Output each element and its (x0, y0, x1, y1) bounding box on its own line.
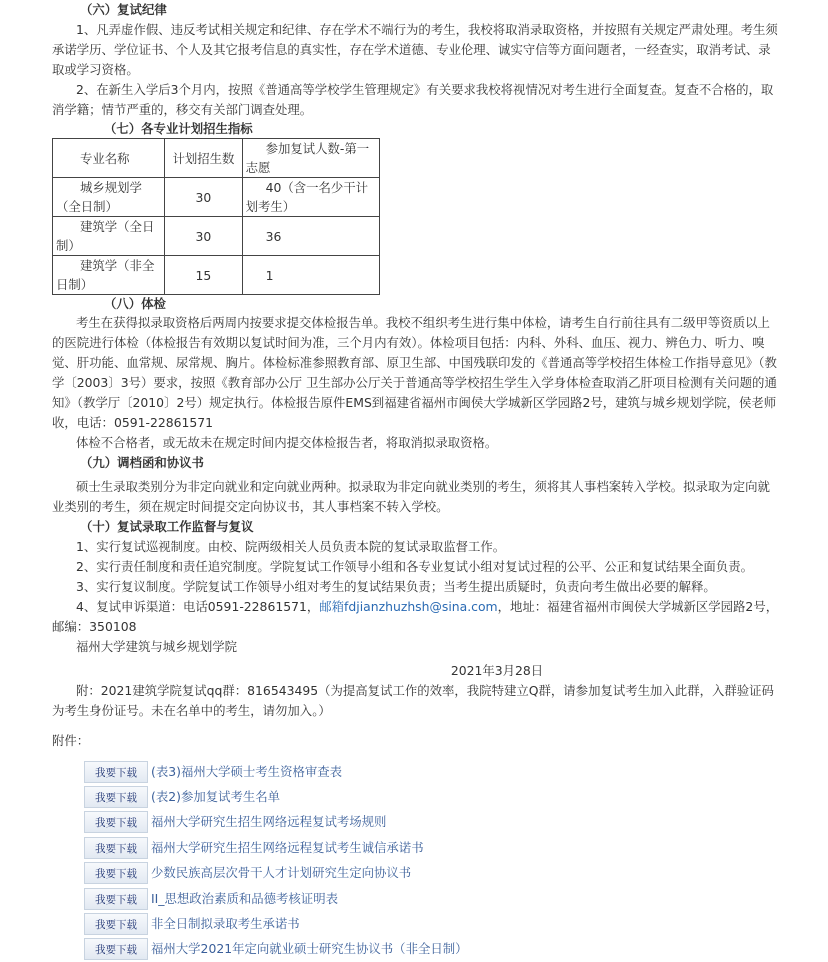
cell-plan: 30 (165, 178, 242, 217)
download-button[interactable]: 我要下载 (84, 888, 148, 910)
attachments-title: 附件： (52, 733, 90, 748)
cell-retest-count: 40（含一名少干计划考生） (242, 178, 379, 217)
cell-major: 城乡规划学（全日制） (53, 178, 165, 217)
table-row (53, 217, 380, 256)
section-6-paragraph-2: 2、在新生入学后3个月内，按照《普通高等学校学生管理规定》有关要求我校将视情况对考生进行全面复查。复查不合格的，取消学籍；情节严重的，移交有关部门调查处理。 (52, 82, 774, 117)
appeal-phone-text: 4、复试申诉渠道：电话0591-22861571， (76, 599, 320, 614)
attachment-link[interactable]: 非全日制拟录取考生承诺书 (151, 916, 300, 932)
section-10-heading: （十）复试录取工作监督与复议 (80, 519, 254, 534)
table-row (53, 256, 380, 295)
section-9-paragraph: 硕士生录取类别分为非定向就业和定向就业两种。拟录取为非定向就业类别的考生，须将其人事档案转入学校。拟录取为定向就业类别的考生，须在规定时间提交定向协议书，其人事档案不转入学校。 (52, 479, 770, 514)
qq-group-note: 附：2021建筑学院复试qq群：816543495（为提高复试工作的效率，我院特建立Q群，请参加复试考生加入此群，入群验证码为考生身份证号。未在名单中的考生，请勿加入。） (52, 683, 774, 718)
attachment-item (84, 810, 782, 835)
attachment-item (84, 759, 782, 784)
attachment-link[interactable]: II_思想政治素质和品德考核证明表 (151, 890, 338, 906)
download-button[interactable]: 我要下载 (84, 862, 148, 884)
cell-major: 建筑学（非全日制） (53, 256, 165, 295)
download-button[interactable]: 我要下载 (84, 786, 148, 808)
section-10-item-1: 1、实行复试巡视制度。由校、院两级相关人员负责本院的复试录取监督工作。 (76, 539, 506, 554)
attachment-item (84, 784, 782, 809)
cell-plan: 30 (165, 217, 242, 256)
section-8-paragraph-1: 考生在获得拟录取资格后两周内按要求提交体检报告单。我校不组织考生进行集中体检，请考生自行前往具有二级甲等资质以上的医院进行体检（体检报告有效期以复试时间为准，三个月内有效）。体检项目包括：内科、外科、血压、视力、辨色力、听力、嗅觉、肝功能、血常规、尿常规、胸片。体检标准参照教育部、原卫生部、中国残联印发的《普通高等学校招生体检工作指导意见》（教学〔2003〕3号）要求，按照《教育部办公厅 卫生部办公厅关于普通高等学校招生学生入学身体检查取消乙肝项目检测有关问题的通知》（教学厅〔2010〕2号）规定执行。体检报告原件EMS到福建省福州市闽侯大学城新区学园路2号，建筑与城乡规划学院，侯老师收，电话：0591-22861571 (52, 315, 777, 430)
attachment-item (84, 886, 782, 911)
section-8-paragraph-2: 体检不合格者，或无故未在规定时间内提交体检报告者，将取消拟录取资格。 (76, 435, 498, 450)
signature-org: 福州大学建筑与城乡规划学院 (76, 639, 238, 654)
appeal-email-link[interactable]: 邮箱fdjianzhuzhsh@sina.com (319, 599, 498, 614)
section-8-heading: （八）体检 (104, 296, 166, 311)
attachment-link[interactable]: 福州大学2021年定向就业硕士研究生协议书（非全日制） (151, 941, 468, 957)
cell-retest-count: 1 (242, 256, 379, 295)
attachment-item (84, 937, 782, 962)
header-major: 专业名称 (53, 139, 165, 178)
table-row (53, 178, 380, 217)
enrollment-plan-table (52, 138, 380, 295)
attachment-item (84, 911, 782, 936)
header-plan: 计划招生数 (165, 139, 242, 178)
download-button[interactable]: 我要下载 (84, 837, 148, 859)
cell-plan: 15 (165, 256, 242, 295)
attachment-link[interactable]: 福州大学研究生招生网络远程复试考场规则 (151, 814, 387, 830)
attachment-item (84, 835, 782, 860)
section-10-item-3: 3、实行复议制度。学院复试工作领导小组对考生的复试结果负责；当考生提出质疑时，负责向考生做出必要的解释。 (76, 579, 716, 594)
download-button[interactable]: 我要下载 (84, 938, 148, 960)
attachment-item (84, 861, 782, 886)
appeal-address-text: ，地址：福建省福州市闽侯大学城新区学园路2号，邮编：350108 (52, 599, 779, 634)
header-retest-count: 参加复试人数-第一志愿 (242, 139, 379, 178)
section-6-heading: （六）复试纪律 (80, 2, 167, 17)
cell-major: 建筑学（全日制） (53, 217, 165, 256)
attachment-link[interactable]: (表3)福州大学硕士考生资格审查表 (151, 763, 343, 779)
table-header-row (53, 139, 380, 178)
section-7-heading: （七）各专业计划招生指标 (104, 121, 253, 136)
section-6-paragraph-1: 1、凡弄虚作假、违反考试相关规定和纪律、存在学术不端行为的考生，我校将取消录取资格，并按照有关规定严肃处理。考生须承诺学历、学位证书、个人及其它报考信息的真实性，存在学术道德、专业伦理、诚实守信等方面问题者，一经查实，取消考试、录取或学习资格。 (52, 22, 778, 77)
download-button[interactable]: 我要下载 (84, 811, 148, 833)
section-9-heading: （九）调档函和协议书 (80, 455, 204, 470)
document-body (52, 0, 782, 962)
attachment-link[interactable]: 福州大学研究生招生网络远程复试考生诚信承诺书 (151, 839, 424, 855)
attachments-list (84, 759, 782, 962)
attachment-link[interactable]: (表2)参加复试考生名单 (151, 789, 281, 805)
section-10-item-2: 2、实行责任制度和责任追究制度。学院复试工作领导小组和各专业复试小组对复试过程的公平、公正和复试结果全面负责。 (76, 559, 753, 574)
download-button[interactable]: 我要下载 (84, 913, 148, 935)
attachment-link[interactable]: 少数民族高层次骨干人才计划研究生定向协议书 (151, 865, 412, 881)
download-button[interactable]: 我要下载 (84, 761, 148, 783)
section-10-item-4 (52, 597, 782, 637)
signature-date: 2021年3月28日 (450, 663, 544, 678)
cell-retest-count: 36 (242, 217, 379, 256)
